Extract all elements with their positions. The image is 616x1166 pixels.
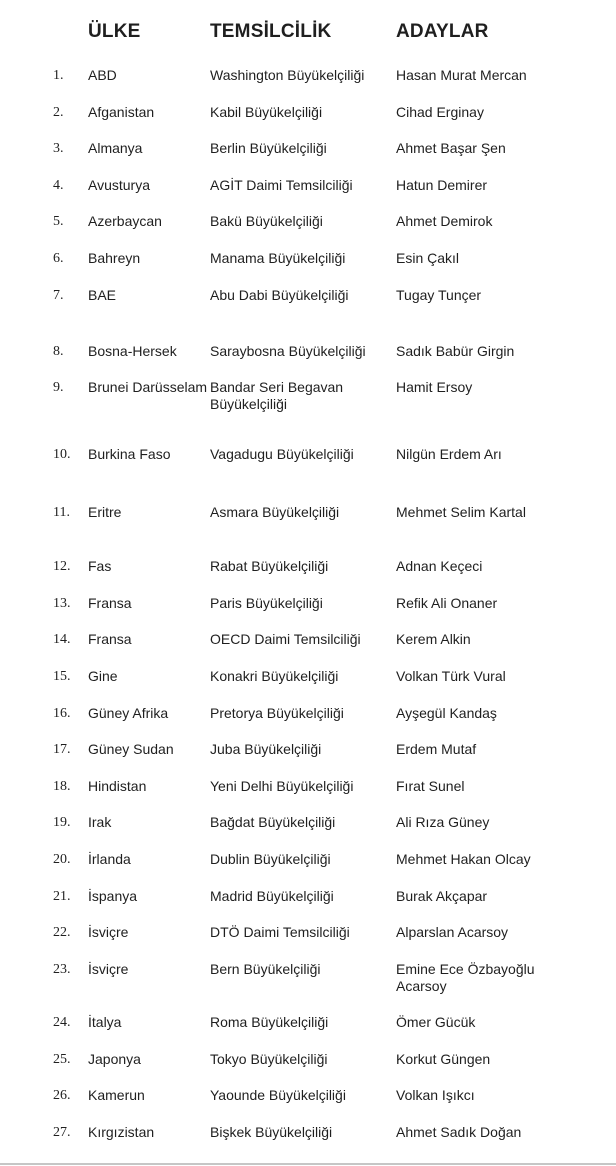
row-number: 26. [53, 1088, 71, 1104]
mission-cell: Bandar Seri Begavan Büyükelçiliği [210, 379, 344, 413]
country-cell: Hindistan [88, 777, 147, 794]
table-row [53, 1087, 616, 1104]
country-cell: Kamerun [88, 1087, 145, 1104]
country-cell: Burkina Faso [88, 446, 171, 463]
country-cell: Avusturya [88, 176, 150, 193]
mission-cell: Madrid Büyükelçiliği [210, 887, 334, 904]
candidate-cell: Adnan Keçeci [396, 558, 483, 575]
country-cell: Irak [88, 814, 112, 831]
mission-cell: Tokyo Büyükelçiliği [210, 1050, 328, 1067]
mission-cell: Bişkek Büyükelçiliği [210, 1124, 333, 1141]
table-row [53, 213, 616, 230]
candidate-cell: Ahmet Demirok [396, 213, 493, 230]
country-cell: Fransa [88, 631, 132, 648]
mission-cell: Vagadugu Büyükelçiliği [210, 446, 354, 463]
row-number: 5. [53, 214, 64, 230]
mission-cell: Konakri Büyükelçiliği [210, 667, 339, 684]
table-row [53, 741, 616, 758]
mission-cell: Kabil Büyükelçiliği [210, 103, 323, 120]
mission-cell: AGİT Daimi Temsilciliği [210, 176, 353, 193]
candidate-cell: Ayşegül Kandaş [396, 704, 497, 721]
candidate-cell: Cihad Erginay [396, 103, 484, 120]
country-cell: Almanya [88, 140, 143, 157]
mission-cell: Roma Büyükelçiliği [210, 1014, 329, 1031]
mission-cell: Yeni Delhi Büyükelçiliği [210, 777, 354, 794]
candidate-cell: Ahmet Başar Şen [396, 140, 506, 157]
row-number: 9. [53, 380, 64, 396]
table-row [53, 287, 616, 304]
table-row [53, 668, 616, 685]
mission-cell: Saraybosna Büyükelçiliği [210, 342, 366, 359]
mission-cell: DTÖ Daimi Temsilciliği [210, 924, 350, 941]
country-cell: BAE [88, 286, 117, 303]
mission-cell: Pretorya Büyükelçiliği [210, 704, 344, 721]
table-body [53, 67, 616, 1141]
row-number: 16. [53, 705, 71, 721]
mission-cell: Dublin Büyükelçiliği [210, 850, 331, 867]
country-cell: Kırgızistan [88, 1124, 155, 1141]
row-number: 6. [53, 250, 64, 266]
candidate-cell: Volkan Türk Vural [396, 667, 506, 684]
table-row [53, 961, 616, 995]
candidate-cell: Erdem Mutaf [396, 741, 477, 758]
candidate-cell: Esin Çakıl [396, 249, 460, 266]
candidate-cell: Hamit Ersoy [396, 379, 473, 396]
candidate-cell: Ömer Gücük [396, 1014, 476, 1031]
candidate-cell: Korkut Güngen [396, 1050, 491, 1067]
country-cell: Güney Sudan [88, 741, 174, 758]
candidate-cell: Nilgün Erdem Arı [396, 446, 502, 463]
mission-cell: Bakü Büyükelçiliği [210, 213, 323, 230]
table-row [53, 778, 616, 795]
row-number: 24. [53, 1015, 71, 1031]
mission-cell: Yaounde Büyükelçiliği [210, 1087, 346, 1104]
table-row [53, 250, 616, 267]
table-row [53, 343, 616, 360]
table-row [53, 1051, 616, 1068]
row-number: 1. [53, 68, 64, 83]
table-row [53, 558, 616, 575]
mission-cell: Washington Büyükelçiliği [210, 67, 365, 83]
table-row [53, 177, 616, 194]
table-row [53, 446, 616, 463]
column-header-country: ÜLKE [88, 21, 141, 42]
candidate-cell: Burak Akçapar [396, 887, 488, 904]
candidate-cell: Hatun Demirer [396, 176, 488, 193]
row-number: 20. [53, 851, 71, 867]
table-row [53, 595, 616, 612]
bottom-divider [0, 1163, 616, 1165]
table-row [53, 67, 616, 84]
table-row [53, 104, 616, 121]
mission-cell: Juba Büyükelçiliği [210, 741, 322, 758]
country-cell: ABD [88, 67, 117, 83]
candidate-cell: Fırat Sunel [396, 777, 465, 794]
table-header [53, 19, 616, 44]
table-row [53, 631, 616, 648]
table-row [53, 888, 616, 905]
row-number-gutter [53, 19, 88, 44]
candidate-cell: Mehmet Selim Kartal [396, 504, 526, 521]
country-cell: İrlanda [88, 850, 131, 867]
mission-cell: Rabat Büyükelçiliği [210, 558, 329, 575]
row-number: 4. [53, 177, 64, 193]
candidate-cell: Mehmet Hakan Olcay [396, 850, 531, 867]
country-cell: Gine [88, 667, 118, 684]
column-header-candidates: ADAYLAR [396, 21, 489, 42]
column-header-mission: TEMSİLCİLİK [210, 21, 332, 42]
candidate-cell: Sadık Babür Girgin [396, 342, 515, 359]
country-cell: İsviçre [88, 960, 129, 977]
row-number: 19. [53, 815, 71, 831]
mission-cell: Berlin Büyükelçiliği [210, 140, 327, 157]
row-number: 15. [53, 668, 71, 684]
row-number: 27. [53, 1125, 71, 1141]
mission-cell: Asmara Büyükelçiliği [210, 504, 340, 521]
country-cell: Japonya [88, 1050, 141, 1067]
candidate-cell: Refik Ali Onaner [396, 594, 498, 611]
table-row [53, 140, 616, 157]
country-cell: Eritre [88, 504, 122, 521]
row-number: 23. [53, 961, 71, 977]
mission-cell: OECD Daimi Temsilciliği [210, 631, 361, 648]
table-row [53, 705, 616, 722]
mission-cell: Abu Dabi Büyükelçiliği [210, 286, 349, 303]
country-cell: İsviçre [88, 924, 129, 941]
candidate-cell: Alparslan Acarsoy [396, 924, 509, 941]
country-cell: Fas [88, 558, 112, 575]
table-row [53, 504, 616, 521]
row-number: 25. [53, 1051, 71, 1067]
table-row [53, 1124, 616, 1141]
row-number: 10. [53, 447, 71, 463]
country-cell: Brunei Darüsselam [88, 379, 208, 396]
country-cell: Azerbaycan [88, 213, 162, 230]
candidate-cell: Ahmet Sadık Doğan [396, 1124, 522, 1141]
row-number: 11. [53, 505, 70, 521]
country-cell: İspanya [88, 887, 138, 904]
mission-cell: Manama Büyükelçiliği [210, 249, 346, 266]
row-number: 12. [53, 559, 71, 575]
candidate-cell: Ali Rıza Güney [396, 814, 490, 831]
candidate-cell: Tugay Tunçer [396, 286, 482, 303]
mission-cell: Paris Büyükelçiliği [210, 594, 323, 611]
row-number: 18. [53, 778, 71, 794]
candidate-cell: Kerem Alkin [396, 631, 471, 648]
row-number: 14. [53, 632, 71, 648]
country-cell: Afganistan [88, 103, 155, 120]
candidate-cell: Hasan Murat Mercan [396, 67, 527, 83]
mission-cell: Bern Büyükelçiliği [210, 960, 321, 977]
row-number: 2. [53, 104, 64, 120]
country-cell: Bosna-Hersek [88, 342, 177, 359]
table-row [53, 379, 616, 413]
table-row [53, 814, 616, 831]
row-number: 17. [53, 742, 71, 758]
row-number: 13. [53, 595, 71, 611]
mission-cell: Bağdat Büyükelçiliği [210, 814, 336, 831]
country-cell: Fransa [88, 594, 132, 611]
table-row [53, 1014, 616, 1031]
country-cell: Güney Afrika [88, 704, 169, 721]
row-number: 21. [53, 888, 71, 904]
table-row [53, 851, 616, 868]
candidate-cell: Emine Ece Özbayoğlu Acarsoy [396, 960, 535, 994]
country-cell: İtalya [88, 1014, 122, 1031]
row-number: 3. [53, 141, 64, 157]
row-number: 7. [53, 287, 64, 303]
row-number: 8. [53, 343, 64, 359]
table-row [53, 924, 616, 941]
candidate-cell: Volkan Işıkcı [396, 1087, 475, 1104]
country-cell: Bahreyn [88, 249, 141, 266]
row-number: 22. [53, 925, 71, 941]
